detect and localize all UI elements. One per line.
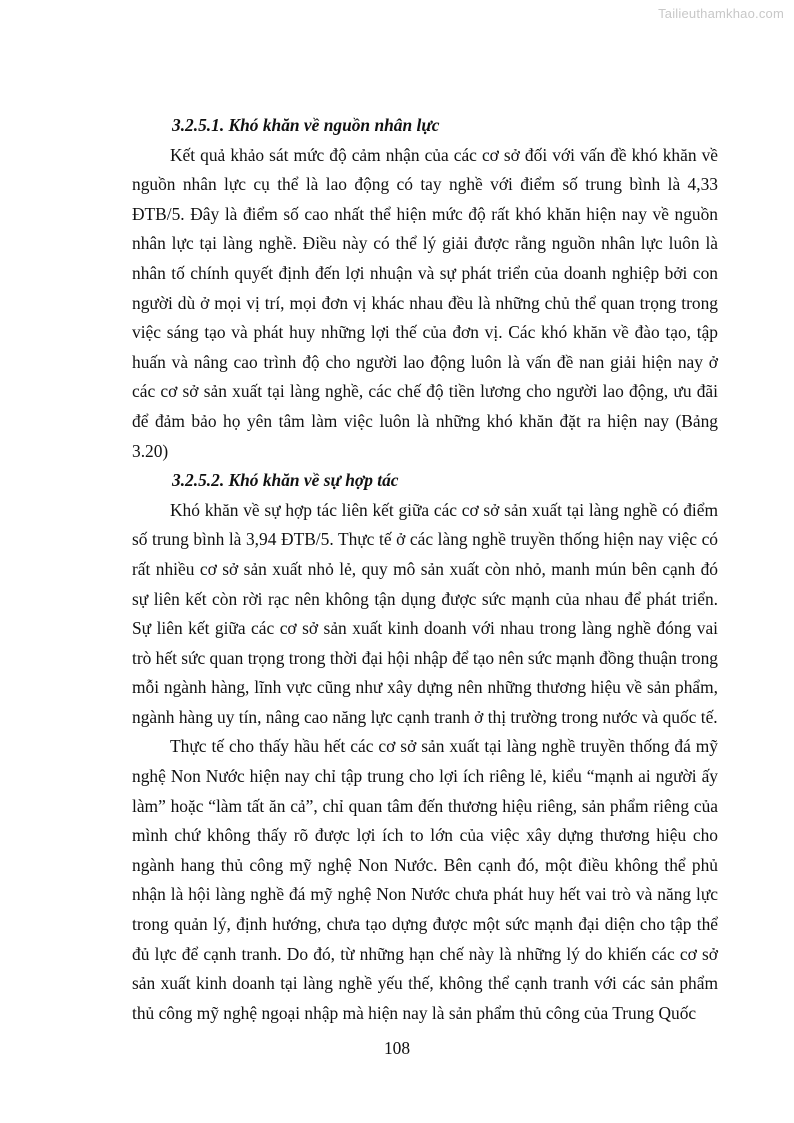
section-heading-2: 3.2.5.2. Khó khăn về sự hợp tác — [172, 470, 399, 491]
paragraph: Thực tế cho thấy hầu hết các cơ sở sản xuất tại làng nghề truyền thống đá mỹ nghệ Non Nước hiện nay chỉ tập trung cho lợi ích riêng lẻ, kiểu “mạnh ai người ấy làm” hoặc “làm tất ăn cả”, chỉ quan tâm đến thương hiệu riêng, sản phẩm riêng của mình chứ không thấy rõ được lợi ích to lớn của việc xây dựng thương hiệu cho ngành hang thủ công mỹ nghệ Non Nước. Bên cạnh đó, một điều không thể phủ nhận là hội làng nghề đá mỹ nghệ Non Nước chưa phát huy hết vai trò và năng lực trong quản lý, định hướng, chưa tạo dựng được một sức mạnh đại diện cho tập thể đủ lực để cạnh tranh. Do đó, từ những hạn chế này là những lý do khiến các cơ sở sản xuất kinh doanh tại làng nghề yếu thế, không thể cạnh tranh với các sản phẩm thủ công mỹ nghệ ngoại nhập mà hiện nay là sản phẩm thủ công của Trung Quốc — [132, 736, 718, 1023]
page-number: 108 — [383, 1038, 411, 1058]
paragraph: Khó khăn về sự hợp tác liên kết giữa các cơ sở sản xuất tại làng nghề có điểm số trung bình là 3,94 ĐTB/5. Thực tế ở các làng nghề truyền thống hiện nay việc có rất nhiều cơ sở sản xuất nhỏ lẻ, quy mô sản xuất còn nhỏ, manh mún bên cạnh đó sự liên kết còn rời rạc nên không tận dụng được sức mạnh của nhau để phát triển. Sự liên kết giữa các cơ sở sản xuất kinh doanh với nhau trong làng nghề đóng vai trò hết sức quan trọng trong thời đại hội nhập để tạo nên sức mạnh đồng thuận trong mỗi ngành hàng, lĩnh vực cũng như xây dựng nên những thương hiệu về sản phẩm, ngành hàng uy tín, nâng cao năng lực cạnh tranh ở thị trường trong nước và quốc tế. — [132, 499, 718, 727]
document-body — [132, 111, 718, 1028]
section-heading-1: 3.2.5.1. Khó khăn về nguồn nhân lực — [172, 115, 440, 135]
watermark-text: Tailieuthamkhao.com — [658, 6, 784, 21]
paragraph: Kết quả khảo sát mức độ cảm nhận của các cơ sở đối với vấn đề khó khăn về nguồn nhân lực cụ thể là lao động có tay nghề với điểm số trung bình là 4,33 ĐTB/5. Đây là điểm số cao nhất thể hiện mức độ rất khó khăn hiện nay về nguồn nhân lực tại làng nghề. Điều này có thể lý giải được rằng nguồn nhân lực luôn là nhân tố chính quyết định đến lợi nhuận và sự phát triển của doanh nghiệp bởi con người dù ở mọi vị trí, mọi đơn vị khác nhau đều là những chủ thể quan trọng trong việc sáng tạo và phát huy những lợi thế của đơn vị. Các khó khăn về đào tạo, tập huấn và nâng cao trình độ cho người lao động luôn là vấn đề nan giải hiện nay ở các cơ sở sản xuất tại làng nghề, các chế độ tiền lương cho người lao động, ưu đãi để đảm bảo họ yên tâm làm việc luôn là những khó khăn đặt ra hiện nay (Bảng 3.20) — [132, 144, 718, 461]
